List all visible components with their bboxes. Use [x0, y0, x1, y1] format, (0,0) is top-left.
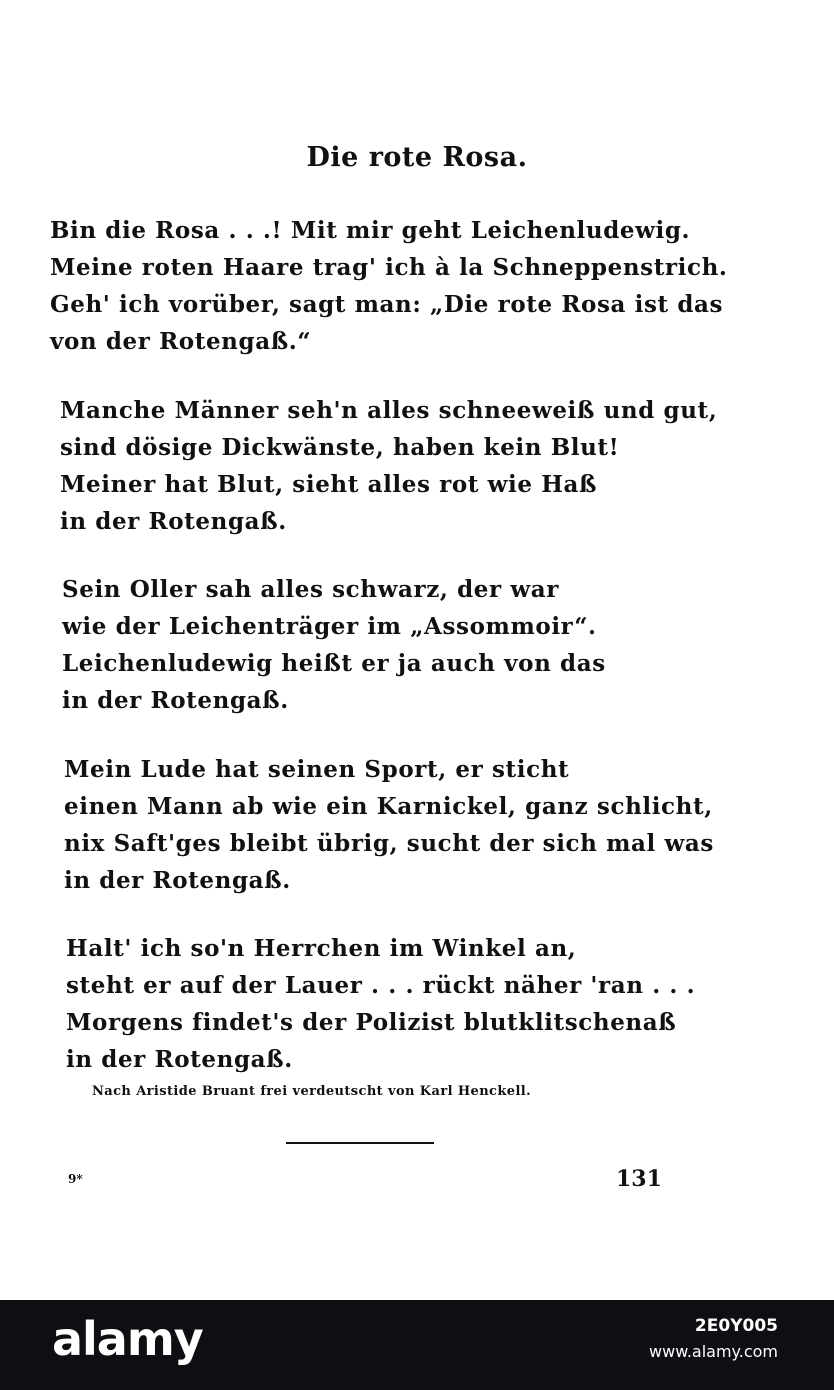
poem-line: einen Mann ab wie ein Karnickel, ganz schlicht,	[64, 793, 713, 820]
poem-line: in der Rotengaß.	[60, 508, 287, 535]
divider-rule	[286, 1142, 434, 1144]
poem-line: Bin die Rosa . . .! Mit mir geht Leichenludewig.	[50, 217, 691, 244]
poem-line: in der Rotengaß.	[62, 687, 289, 714]
poem-line: sind dösige Dickwänste, haben kein Blut!	[60, 434, 620, 461]
poem-title: Die rote Rosa.	[306, 142, 528, 173]
poem-line: nix Saft'ges bleibt übrig, sucht der sich mal was	[64, 830, 714, 857]
poem-line: von der Rotengaß.“	[50, 328, 312, 355]
poem-line: Manche Männer seh'n alles schneeweiß und gut,	[60, 397, 718, 424]
page-number: 131	[616, 1166, 662, 1192]
poem-line: Geh' ich vorüber, sagt man: „Die rote Rosa ist das	[50, 291, 724, 318]
poem-line: in der Rotengaß.	[66, 1046, 293, 1073]
poem-line: Meine roten Haare trag' ich à la Schneppenstrich.	[50, 254, 728, 281]
poem-line: Halt' ich so'n Herrchen im Winkel an,	[66, 935, 577, 962]
poem-line: Morgens findet's der Polizist blutklitschenaß	[66, 1009, 677, 1036]
poem-line: Mein Lude hat seinen Sport, er sticht	[64, 756, 570, 783]
translation-credit: Nach Aristide Bruant frei verdeutscht von Karl Henckell.	[92, 1084, 532, 1099]
watermark-site: www.alamy.com	[649, 1342, 778, 1361]
poem-line: in der Rotengaß.	[64, 867, 291, 894]
watermark-image-id: 2E0Y005	[694, 1316, 778, 1336]
poem-line: steht er auf der Lauer . . . rückt näher 'ran . . .	[66, 972, 696, 999]
poem-line: wie der Leichenträger im „Assommoir“.	[62, 613, 597, 640]
poem-line: Leichenludewig heißt er ja auch von das	[62, 650, 606, 677]
watermark-logo: alamy	[52, 1312, 203, 1366]
poem-line: Sein Oller sah alles schwarz, der war	[62, 576, 559, 603]
signature-mark: 9*	[68, 1172, 83, 1186]
poem-line: Meiner hat Blut, sieht alles rot wie Haß	[60, 471, 598, 498]
